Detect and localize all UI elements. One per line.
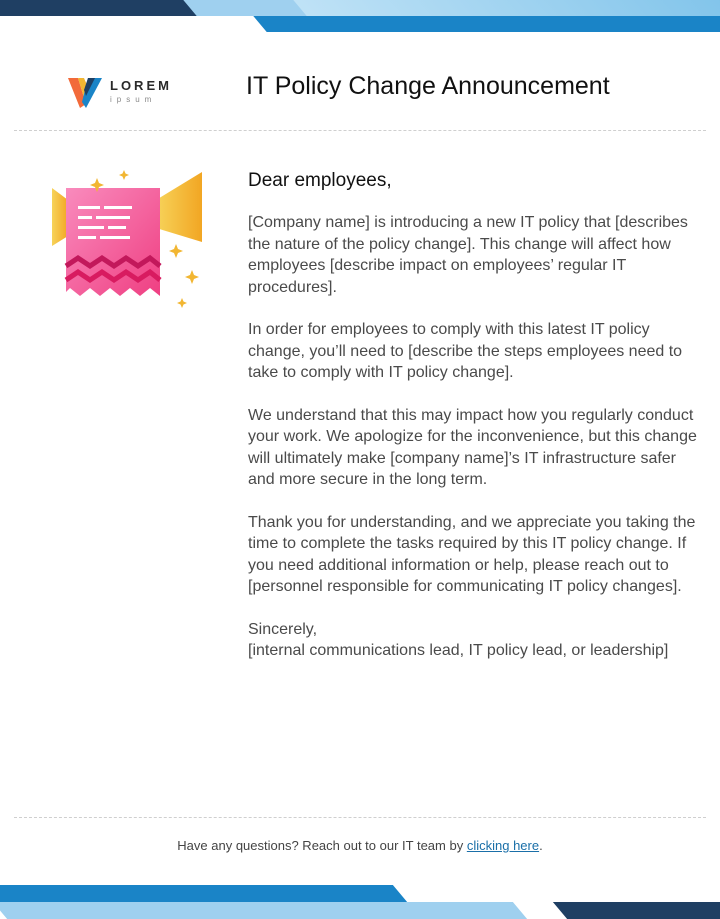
announcement-megaphone-document-icon xyxy=(44,166,214,326)
paragraph-intro: [Company name] is introducing a new IT policy that [describes the nature of the policy change]. This change will affect how employees [describe impact on employees’ regular IT procedures]. xyxy=(248,214,688,296)
logo-wordmark: LOREM xyxy=(110,78,172,93)
footer-text: Have any questions? Reach out to our IT team by xyxy=(177,838,467,853)
signature: [internal communications lead, IT policy lead, or leadership] xyxy=(248,642,669,659)
footer xyxy=(0,838,720,853)
paragraph-thanks: Thank you for understanding, and we appreciate you taking the time to complete the tasks required by this IT policy change. If you need additional information or help, please reach out to [personnel responsible for communicating IT policy changes]. xyxy=(248,513,696,595)
paragraph-steps: In order for employees to comply with this latest IT policy change, you’ll need to [describe the steps employees need to take to comply with IT policy change]. xyxy=(248,321,683,381)
company-logo xyxy=(66,72,186,112)
top-decorative-band xyxy=(0,0,720,32)
announcement-illustration xyxy=(44,166,214,326)
closing: Sincerely, xyxy=(248,620,318,638)
letter-body xyxy=(248,170,698,662)
bottom-decorative-band xyxy=(0,885,720,919)
footer-divider xyxy=(14,817,706,818)
page-title: IT Policy Change Announcement xyxy=(246,72,610,100)
greeting: Dear employees, xyxy=(248,170,392,191)
logo-mark-icon xyxy=(66,74,104,110)
logo-subtitle: ipsum xyxy=(110,95,157,104)
footer-suffix: . xyxy=(539,838,543,853)
header-divider xyxy=(14,130,706,131)
paragraph-impact: We understand that this may impact how you regularly conduct your work. We apologize for the inconvenience, but this change will ultimately make [company name]’s IT infrastructure safer and more secure in the long term. xyxy=(248,406,697,488)
contact-link[interactable]: clicking here xyxy=(466,838,540,853)
